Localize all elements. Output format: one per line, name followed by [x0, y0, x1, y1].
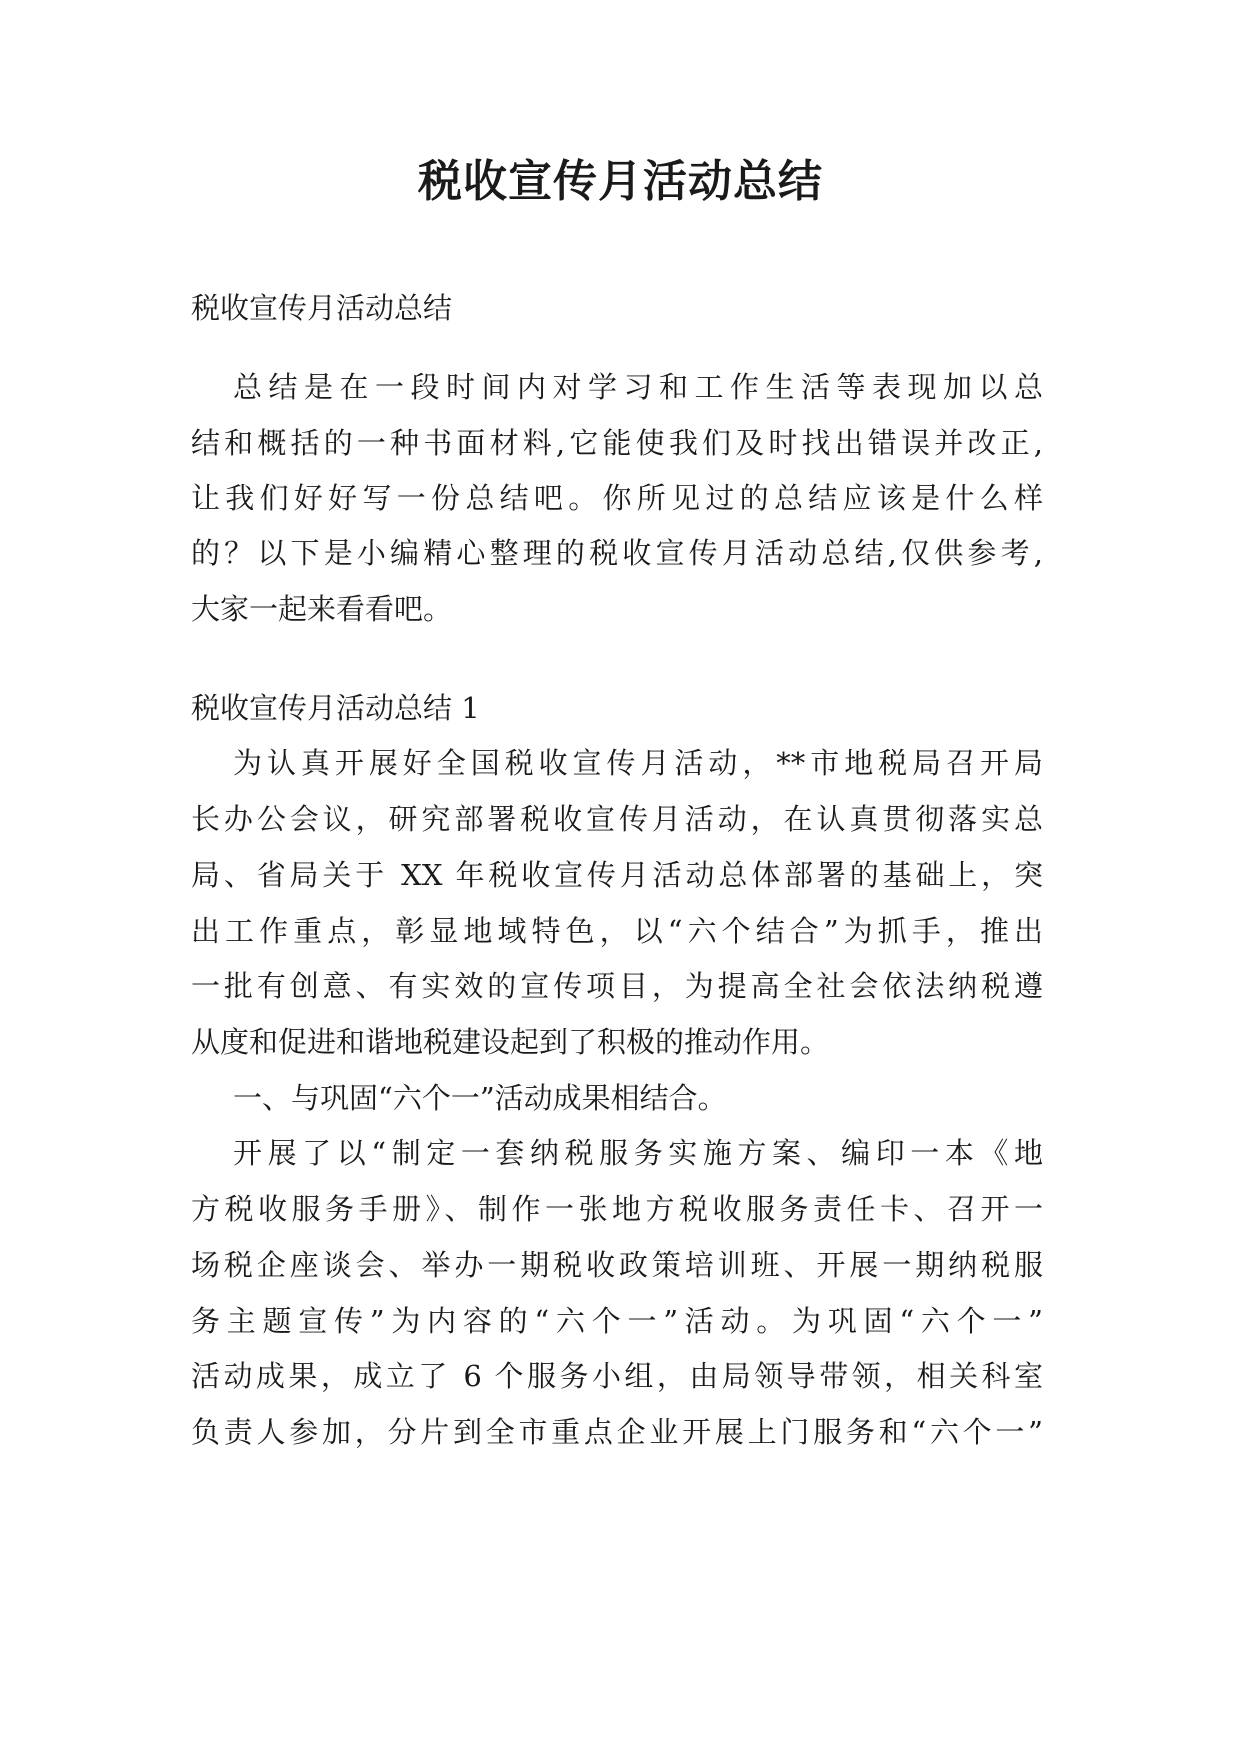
- section-heading: 税收宣传月活动总结 1: [191, 691, 480, 725]
- paragraph-line: 局、省局关于 XX 年税收宣传月活动总体部署的基础上，突: [191, 858, 1043, 892]
- intro-line: 总结是在一段时间内对学习和工作生活等表现加以总: [233, 370, 1043, 404]
- item-heading: 一、与巩固“六个一”活动成果相结合。: [233, 1081, 727, 1115]
- paragraph-line: 一批有创意、有实效的宣传项目，为提高全社会依法纳税遵: [191, 969, 1043, 1003]
- document-title: 税收宣传月活动总结: [418, 156, 823, 207]
- intro-line: 结和概括的一种书面材料,它能使我们及时找出错误并改正,: [191, 426, 1043, 460]
- paragraph-line: 从度和促进和谐地税建设起到了积极的推动作用。: [191, 1025, 830, 1059]
- paragraph-line: 出工作重点，彰显地域特色，以“六个结合”为抓手，推出: [191, 914, 1043, 948]
- paragraph-line: 务主题宣传”为内容的“六个一”活动。为巩固“六个一”: [191, 1304, 1043, 1338]
- document-subtitle: 税收宣传月活动总结: [191, 291, 453, 325]
- intro-line: 大家一起来看看吧。: [191, 592, 453, 626]
- paragraph-line: 方税收服务手册》、制作一张地方税收服务责任卡、召开一: [191, 1192, 1043, 1226]
- paragraph-line: 长办公会议，研究部署税收宣传月活动，在认真贯彻落实总: [191, 802, 1043, 836]
- paragraph-line: 为认真开展好全国税收宣传月活动，**市地税局召开局: [233, 746, 1043, 780]
- paragraph-line: 负责人参加，分片到全市重点企业开展上门服务和“六个一”: [191, 1415, 1043, 1449]
- intro-line: 让我们好好写一份总结吧。你所见过的总结应该是什么样: [191, 481, 1043, 515]
- paragraph-line: 活动成果，成立了 6 个服务小组，由局领导带领，相关科室: [191, 1359, 1043, 1393]
- paragraph-line: 开展了以“制定一套纳税服务实施方案、编印一本《地: [233, 1136, 1043, 1170]
- intro-line: 的？以下是小编精心整理的税收宣传月活动总结,仅供参考,: [191, 536, 1043, 570]
- paragraph-line: 场税企座谈会、举办一期税收政策培训班、开展一期纳税服: [191, 1248, 1043, 1282]
